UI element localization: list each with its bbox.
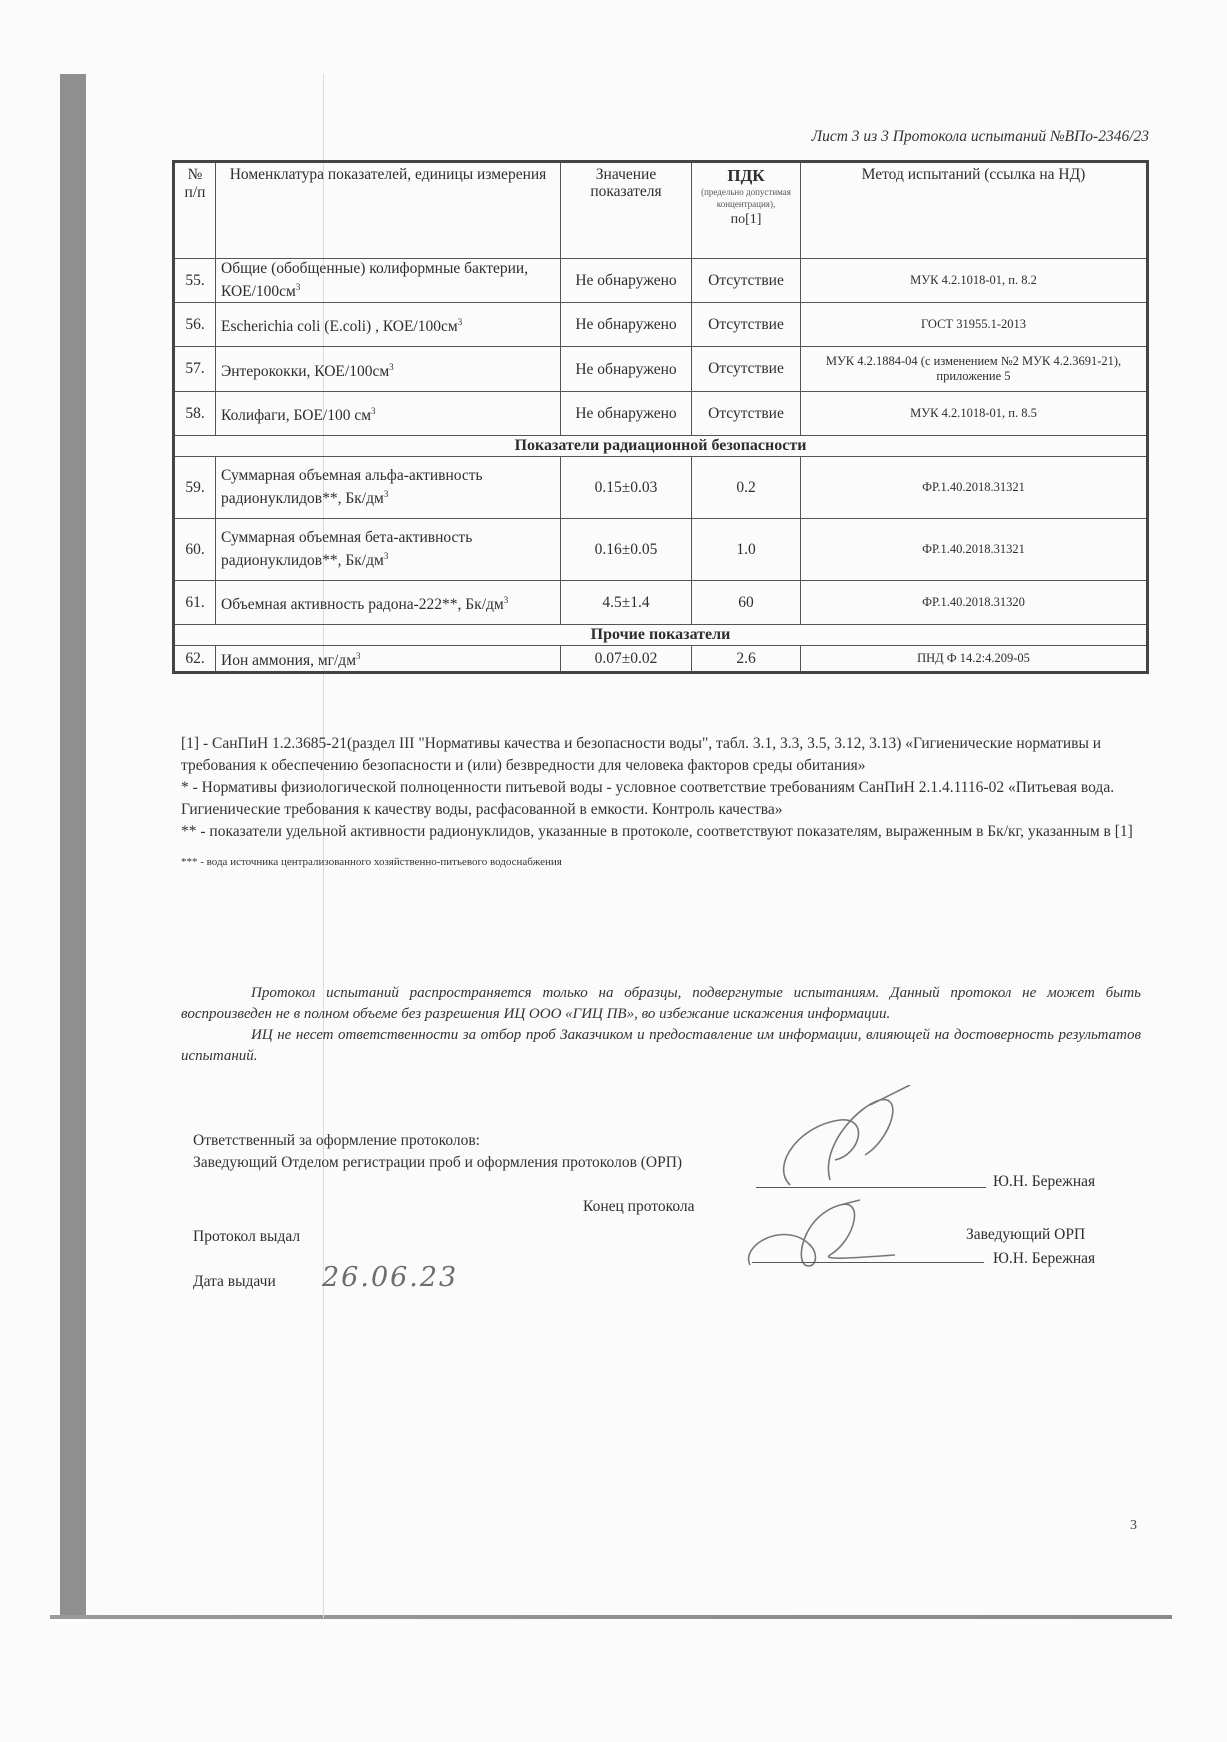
scan-shadow-stripe xyxy=(60,74,86,1618)
unit-superscript: 3 xyxy=(383,551,389,562)
row-name xyxy=(216,457,561,519)
pdk-subtitle: (предельно допустимая концентрация), xyxy=(701,187,791,209)
footnote-ref1: [1] - СанПиН 1.2.3685-21(раздел III "Нормативы качества и безопасности воды", табл. 3.1, 3.3, 3.5, 3.12, 3.13) «Гигиенические нормативы и требования к обеспечению безопасности и (или) безвредности для человека факторов среды обитания» xyxy=(181,735,1102,774)
row-value: 0.07±0.02 xyxy=(561,646,692,673)
row-pdk: 0.2 xyxy=(692,457,801,519)
disclaimer xyxy=(181,983,1141,1067)
row-method: МУК 4.2.1018-01, п. 8.5 xyxy=(801,392,1148,436)
row-pdk: Отсутствие xyxy=(692,392,801,436)
row-value: Не обнаружено xyxy=(561,392,692,436)
row-num: 58. xyxy=(174,392,216,436)
row-name-text: Суммарная объемная альфа-активность радионуклидов**, Бк/дм xyxy=(221,467,483,508)
row-method: ФР.1.40.2018.31320 xyxy=(801,581,1148,625)
row-method: ГОСТ 31955.1-2013 xyxy=(801,303,1148,347)
signature-1-icon xyxy=(770,1085,930,1195)
row-name-text: Колифаги, БОЕ/100 см xyxy=(221,407,372,425)
header-name: Номенклатура показателей, единицы измерения xyxy=(216,162,561,259)
row-pdk: Отсутствие xyxy=(692,259,801,303)
table-row xyxy=(174,457,1148,519)
table-row xyxy=(174,646,1148,673)
responsible-block xyxy=(193,1130,733,1174)
disclaimer-p1: Протокол испытаний распространяется только на образцы, подвергнутые испытаниям. Данный протокол не может быть воспроизведен не в полном объеме без разрешения ИЦ ООО «ГИЦ ПВ», во избежание искажения информации. xyxy=(181,985,1141,1022)
row-pdk: 60 xyxy=(692,581,801,625)
section-row-other xyxy=(174,625,1148,646)
row-name xyxy=(216,581,561,625)
row-name xyxy=(216,347,561,392)
row-value: Не обнаружено xyxy=(561,303,692,347)
unit-superscript: 3 xyxy=(503,595,509,606)
unit-superscript: 3 xyxy=(371,406,376,417)
table-row xyxy=(174,581,1148,625)
row-value: 4.5±1.4 xyxy=(561,581,692,625)
row-method: МУК 4.2.1884-04 (с изменением №2 МУК 4.2.3691-21), приложение 5 xyxy=(801,347,1148,392)
row-num: 60. xyxy=(174,519,216,581)
unit-superscript: 3 xyxy=(389,361,394,372)
table-row xyxy=(174,392,1148,436)
row-name-text: Суммарная объемная бета-активность радионуклидов**, Бк/дм xyxy=(221,529,473,570)
end-of-protocol-label: Конец протокола xyxy=(583,1198,695,1215)
row-name xyxy=(216,303,561,347)
row-num: 56. xyxy=(174,303,216,347)
row-value: Не обнаружено xyxy=(561,259,692,303)
pdk-title: ПДК xyxy=(727,166,765,185)
row-pdk: 1.0 xyxy=(692,519,801,581)
row-name-text: Энтерококки, КОЕ/100см xyxy=(221,362,390,380)
row-name-text: Escherichia coli (E.coli) , КОЕ/100см xyxy=(221,318,458,336)
row-pdk: Отсутствие xyxy=(692,347,801,392)
header-method: Метод испытаний (ссылка на НД) xyxy=(801,162,1148,259)
issued-by-label: Протокол выдал xyxy=(193,1228,301,1245)
section-title: Показатели радиационной безопасности xyxy=(174,436,1148,457)
row-num: 62. xyxy=(174,646,216,673)
row-value: 0.15±0.03 xyxy=(561,457,692,519)
responsible-name: Ю.Н. Бережная xyxy=(993,1173,1096,1190)
header-pdk xyxy=(692,162,801,259)
row-value: 0.16±0.05 xyxy=(561,519,692,581)
row-name xyxy=(216,392,561,436)
footnotes xyxy=(181,733,1141,873)
row-pdk: 2.6 xyxy=(692,646,801,673)
unit-superscript: 3 xyxy=(356,651,361,662)
section-title: Прочие показатели xyxy=(174,625,1148,646)
page-header: Лист 3 из 3 Протокола испытаний №ВПо-2346/23 xyxy=(811,128,1149,145)
unit-superscript: 3 xyxy=(457,317,463,328)
row-name xyxy=(216,646,561,673)
footnote-star1: * - Нормативы физиологической полноценности питьевой воды - условное соответствие требованиям СанПиН 2.1.4.1116-02 «Питьевая вода. Гигиенические требования к качеству воды, расфасованной в емкости. Контроль качества» xyxy=(181,779,1115,818)
footnote-star3: *** - вода источника централизованного хозяйственно-питьевого водоснабжения xyxy=(181,856,562,868)
row-name-text: Ион аммония, мг/дм xyxy=(221,652,356,670)
row-method: ПНД Ф 14.2:4.209-05 xyxy=(801,646,1148,673)
row-method: МУК 4.2.1018-01, п. 8.2 xyxy=(801,259,1148,303)
signature-line-1 xyxy=(756,1187,986,1188)
unit-superscript: 3 xyxy=(383,489,389,500)
unit-superscript: 3 xyxy=(295,282,301,292)
table-row xyxy=(174,519,1148,581)
footnote-star2: ** - показатели удельной активности радионуклидов, указанные в протоколе, соответствуют показателям, выраженным в Бк/кг, указанным в [1] xyxy=(181,823,1133,840)
section-row-radiation xyxy=(174,436,1148,457)
row-method: ФР.1.40.2018.31321 xyxy=(801,457,1148,519)
row-num: 57. xyxy=(174,347,216,392)
issue-date-label: Дата выдачи xyxy=(193,1273,276,1290)
row-value: Не обнаружено xyxy=(561,347,692,392)
table-row xyxy=(174,347,1148,392)
row-name-text: Общие (обобщенные) колиформные бактерии, КОЕ/100см xyxy=(221,260,529,301)
signature-2-icon xyxy=(745,1195,895,1275)
row-pdk: Отсутствие xyxy=(692,303,801,347)
page-number: 3 xyxy=(1130,1518,1137,1533)
responsible-line2: Заведующий Отделом регистрации проб и оформления протоколов (ОРП) xyxy=(193,1154,683,1171)
issuer-role: Заведующий ОРП xyxy=(966,1226,1086,1243)
pdk-reference: по[1] xyxy=(730,212,762,227)
disclaimer-p2: ИЦ не несет ответственности за отбор проб Заказчиком и предоставление им информации, влияющей на достоверность результатов испытаний. xyxy=(181,1027,1141,1064)
scan-bottom-edge xyxy=(50,1615,1172,1619)
issuer-name: Ю.Н. Бережная xyxy=(993,1250,1096,1267)
responsible-line1: Ответственный за оформление протоколов: xyxy=(193,1132,480,1149)
row-name xyxy=(216,519,561,581)
signature-line-2 xyxy=(752,1262,984,1263)
row-method: ФР.1.40.2018.31321 xyxy=(801,519,1148,581)
row-num: 55. xyxy=(174,259,216,303)
header-num: № п/п xyxy=(174,162,216,259)
table-row xyxy=(174,303,1148,347)
table-header-row xyxy=(174,162,1148,259)
row-num: 59. xyxy=(174,457,216,519)
results-table xyxy=(172,160,1149,674)
header-value: Значение показателя xyxy=(561,162,692,259)
table-row xyxy=(174,259,1148,303)
row-name xyxy=(216,259,561,303)
issue-date-handwritten: 26.06.23 xyxy=(322,1262,459,1293)
row-num: 61. xyxy=(174,581,216,625)
row-name-text: Объемная активность радона-222**, Бк/дм xyxy=(221,596,504,614)
